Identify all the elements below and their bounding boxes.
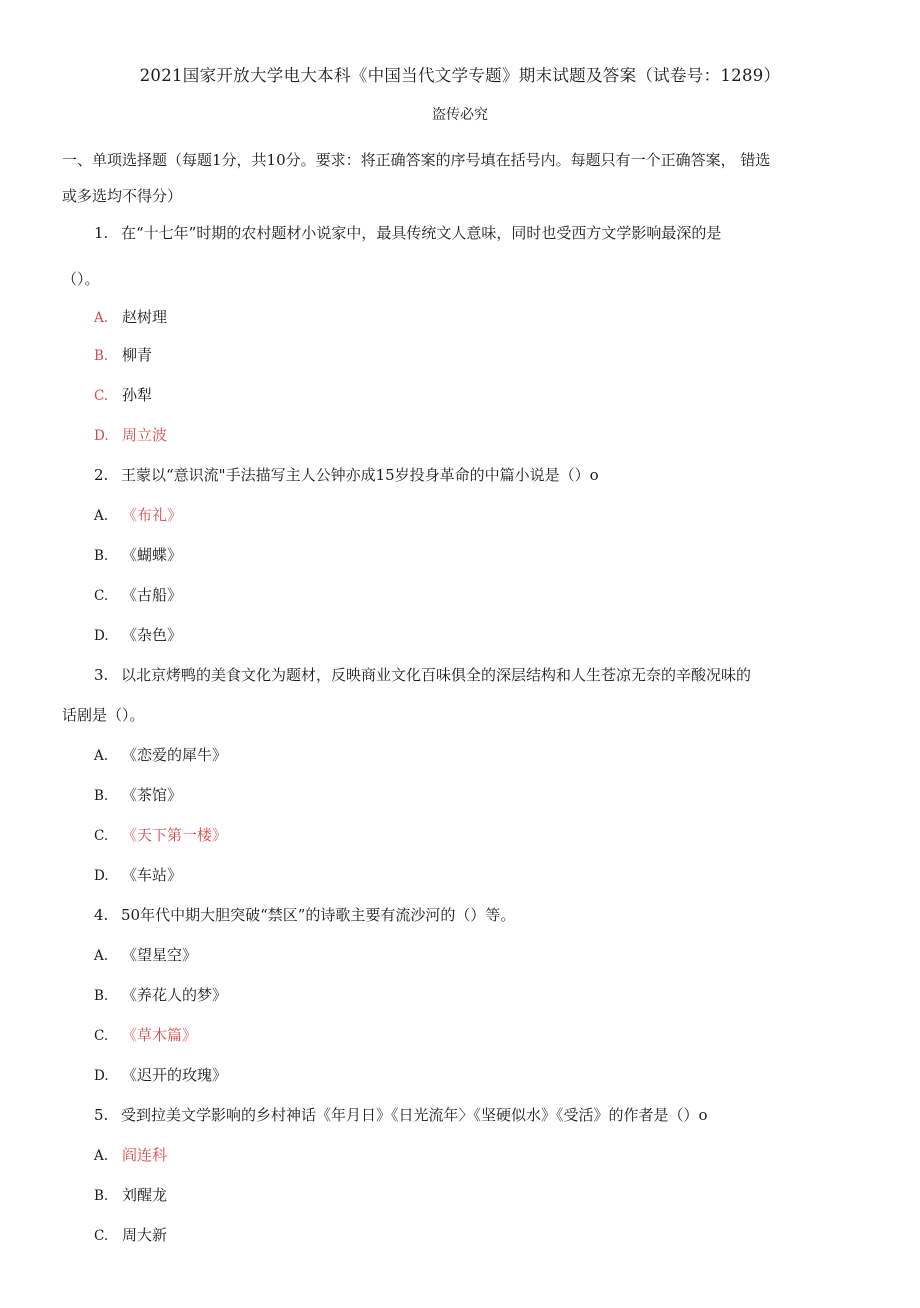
option-text: 阎连科 — [122, 1146, 168, 1164]
option-label: B. — [94, 348, 109, 364]
page-subtitle: 盗传必究 — [432, 107, 488, 123]
question-1-continuation: （）。 — [62, 270, 100, 288]
question-number: 4. — [94, 906, 109, 924]
option-label: A. — [94, 508, 109, 524]
option-3c — [94, 824, 227, 845]
option-text: 《天下第一楼》 — [122, 826, 228, 844]
option-4a — [94, 944, 197, 965]
option-2a — [94, 504, 182, 525]
option-3b — [94, 784, 182, 805]
question-4 — [94, 904, 515, 925]
option-text: 周大新 — [122, 1226, 168, 1244]
option-5b — [94, 1184, 167, 1205]
question-3 — [94, 664, 751, 685]
option-label: C. — [94, 1028, 109, 1044]
option-text: 孙犁 — [122, 386, 153, 404]
option-4b — [94, 984, 227, 1005]
option-label: B. — [94, 1188, 109, 1204]
option-text: 《车站》 — [122, 866, 183, 884]
section-instruction — [62, 142, 862, 214]
question-number: 1. — [94, 224, 109, 242]
option-3d — [94, 864, 182, 885]
option-text: 《养花人的梦》 — [122, 986, 228, 1004]
option-label: C. — [94, 828, 109, 844]
option-text: 《蝴蝶》 — [122, 546, 183, 564]
option-text: 《恋爱的犀牛》 — [122, 746, 228, 764]
question-number: 3. — [94, 666, 109, 684]
option-label: D. — [94, 628, 109, 644]
question-3-continuation: 话剧是（）。 — [62, 706, 145, 724]
option-label: B. — [94, 548, 109, 564]
option-text: 《古船》 — [122, 586, 183, 604]
option-label: B. — [94, 788, 109, 804]
option-2c — [94, 584, 182, 605]
option-1d — [94, 424, 167, 445]
option-label: A. — [94, 748, 109, 764]
option-label: C. — [94, 388, 109, 404]
question-text: 在“十七年”时期的农村题材小说家中，最具传统文人意味，同时也受西方文学影响最深的是 — [121, 224, 722, 242]
page-title: 2021国家开放大学电大本科《中国当代文学专题》期末试题及答案（试卷号：1289） — [139, 66, 781, 85]
question-text: 受到拉美文学影响的乡村神话《年月日》《日光流年〉《坚硬似水》《受活》的作者是（）o — [121, 1106, 708, 1124]
question-number: 2. — [94, 466, 109, 484]
option-text: 《迟开的玫瑰》 — [122, 1066, 228, 1084]
option-1c — [94, 384, 152, 405]
question-1 — [94, 222, 721, 243]
option-2d — [94, 624, 182, 645]
option-text: 《布礼》 — [122, 506, 183, 524]
option-2b — [94, 544, 182, 565]
option-5c — [94, 1224, 167, 1245]
question-number: 5. — [94, 1106, 109, 1124]
option-label: A. — [94, 948, 109, 964]
option-label: C. — [94, 588, 109, 604]
option-text: 刘醒龙 — [122, 1186, 168, 1204]
instruction-line-2: 或多选均不得分） — [62, 187, 183, 205]
option-text: 《杂色》 — [122, 626, 183, 644]
option-text: 《茶馆》 — [122, 786, 183, 804]
option-label: D. — [94, 428, 109, 444]
option-text: 周立波 — [122, 426, 168, 444]
question-5 — [94, 1104, 708, 1125]
option-3a — [94, 744, 227, 765]
instruction-line-1: 一、单项选择题（每题1分，共10分。要求：将正确答案的序号填在括号内。每题只有一个正确答案， 错选 — [62, 151, 771, 169]
option-text: 《草木篇》 — [122, 1026, 198, 1044]
option-1b — [94, 344, 152, 365]
option-label: C. — [94, 1228, 109, 1244]
option-4d — [94, 1064, 227, 1085]
question-text: 王蒙以“意识流"手法描写主人公钟亦成15岁投身革命的中篇小说是（）o — [121, 466, 599, 484]
question-2 — [94, 464, 599, 485]
option-4c — [94, 1024, 197, 1045]
question-text: 以北京烤鸭的美食文化为题材，反映商业文化百味俱全的深层结构和人生苍凉无奈的辛酸况味的 — [121, 666, 752, 684]
question-text: 50年代中期大胆突破“禁区”的诗歌主要有流沙河的（）等。 — [121, 906, 516, 924]
option-text: 赵树理 — [122, 308, 168, 326]
option-text: 《望星空》 — [122, 946, 198, 964]
option-label: B. — [94, 988, 109, 1004]
option-text: 柳青 — [122, 346, 153, 364]
option-5a — [94, 1144, 167, 1165]
option-1a — [94, 306, 167, 327]
option-label: A. — [94, 310, 109, 326]
option-label: D. — [94, 868, 109, 884]
option-label: A. — [94, 1148, 109, 1164]
option-label: D. — [94, 1068, 109, 1084]
